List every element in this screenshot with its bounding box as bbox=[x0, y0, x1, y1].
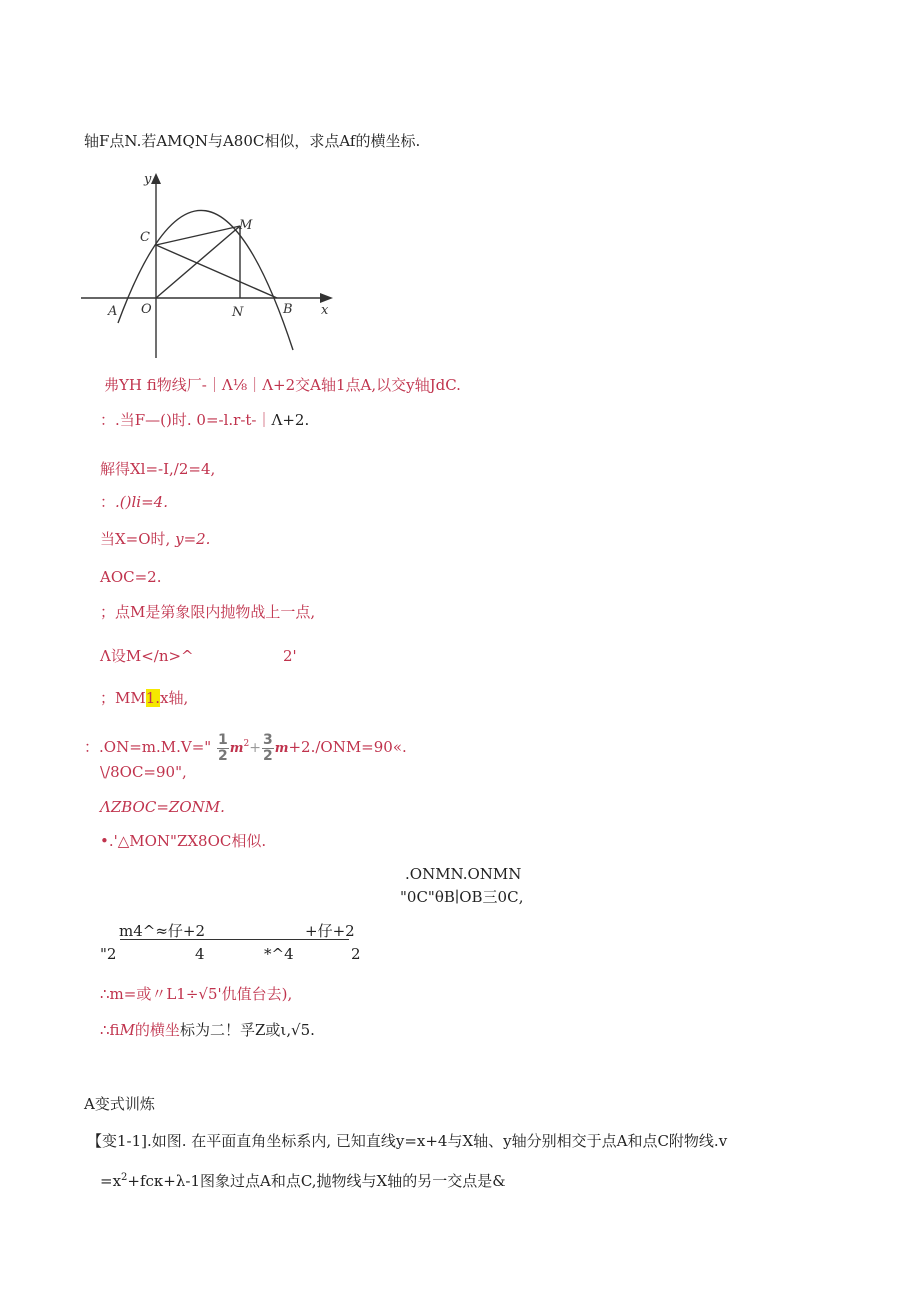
equation-denominator-2: 4 bbox=[195, 945, 205, 963]
solution-line-8b: 2' bbox=[283, 647, 297, 665]
label-M: M bbox=[239, 218, 253, 233]
solution-line-2: ：.当F—()时. 0=-l.r-t-｜Λ+2. bbox=[100, 411, 310, 429]
y-axis-arrow bbox=[151, 173, 161, 184]
solution-line-3: 解得Xl=-I,/2=4, bbox=[100, 460, 216, 478]
problem-intro: 轴F点N.若AMQN与A80C相似，求点Af的横坐标. bbox=[84, 132, 421, 150]
solution-conclusion: ∴fiM的横坐标为二！孚Z或ι‚√5. bbox=[100, 1021, 315, 1039]
solution-line-9: ；MM1.x轴, bbox=[100, 689, 189, 707]
variant-problem-line-2: $=x^2+fc\kappa+\lambda-1$图象过点A和点C,抛物线与X轴的另一交点是& bbox=[100, 1172, 506, 1190]
label-B: B bbox=[283, 302, 293, 317]
solution-line-7: ；点M是第象限内抛物战上一点, bbox=[100, 603, 316, 621]
section-heading: A变式训炼 bbox=[84, 1095, 155, 1113]
solution-line-1: 弗YH fi物线厂-｜Λ⅛｜Λ+2交A轴1点A,以交y轴JdC. bbox=[104, 376, 461, 394]
parabola-figure bbox=[78, 165, 338, 365]
solution-line-5: 当X=O时, y=2. bbox=[100, 530, 211, 548]
fraction-three-half: $\frac{3}{2}$ bbox=[262, 731, 273, 764]
solution-line-6: AOC=2. bbox=[100, 568, 162, 586]
fraction-bar bbox=[120, 939, 349, 940]
segment-CM bbox=[156, 226, 240, 245]
highlight-mark: 1. bbox=[145, 689, 161, 707]
segment-OM bbox=[156, 226, 240, 298]
fraction-one-half: $\frac{1}{2}$ bbox=[217, 731, 228, 764]
equation-denominator-4: 2 bbox=[351, 945, 361, 963]
proportion-line-1: .ONMN.ONMN bbox=[405, 865, 522, 883]
solution-line-14: ∴m=或〃L1÷√5'仇值台去), bbox=[100, 985, 293, 1003]
solution-line-13: •.'△MON"ZX8OC相似. bbox=[100, 832, 267, 850]
equation-denominator-1: "2 bbox=[100, 945, 117, 963]
label-A: A bbox=[108, 304, 118, 319]
equation-numerator-left: m4^≈仔+2 bbox=[119, 922, 206, 940]
label-N: N bbox=[232, 305, 244, 320]
label-y: y bbox=[144, 172, 152, 187]
solution-line-12: ΛZBOC=ZONM. bbox=[100, 798, 225, 816]
label-C: C bbox=[140, 230, 150, 245]
variant-problem-line-1: 【变1-1].如图. 在平面直角坐标系内, 已知直线y=x+4与X轴、y轴分别相交于点A和点C附物线.v bbox=[87, 1132, 728, 1150]
segment-CB bbox=[156, 245, 277, 298]
proportion-line-2: "0C"θB∣OB三0C‚ bbox=[400, 888, 524, 906]
label-O: O bbox=[141, 302, 152, 317]
solution-line-8a: Λ设M</n>^ bbox=[100, 647, 194, 665]
label-x: x bbox=[321, 303, 329, 318]
solution-line-10: ：.ON=m.M.V=" $\frac{1}{2}$ $m^2+$ $\frac{3}{2}$ m+2./ONM=90«. bbox=[84, 731, 407, 764]
solution-line-4: ：.()li=4. bbox=[100, 493, 168, 511]
solution-line-11: \∕8OC=90", bbox=[100, 763, 187, 781]
equation-denominator-3: *^4 bbox=[264, 945, 294, 963]
x-axis-arrow bbox=[320, 293, 333, 303]
equation-numerator-right: +仔+2 bbox=[305, 922, 355, 940]
